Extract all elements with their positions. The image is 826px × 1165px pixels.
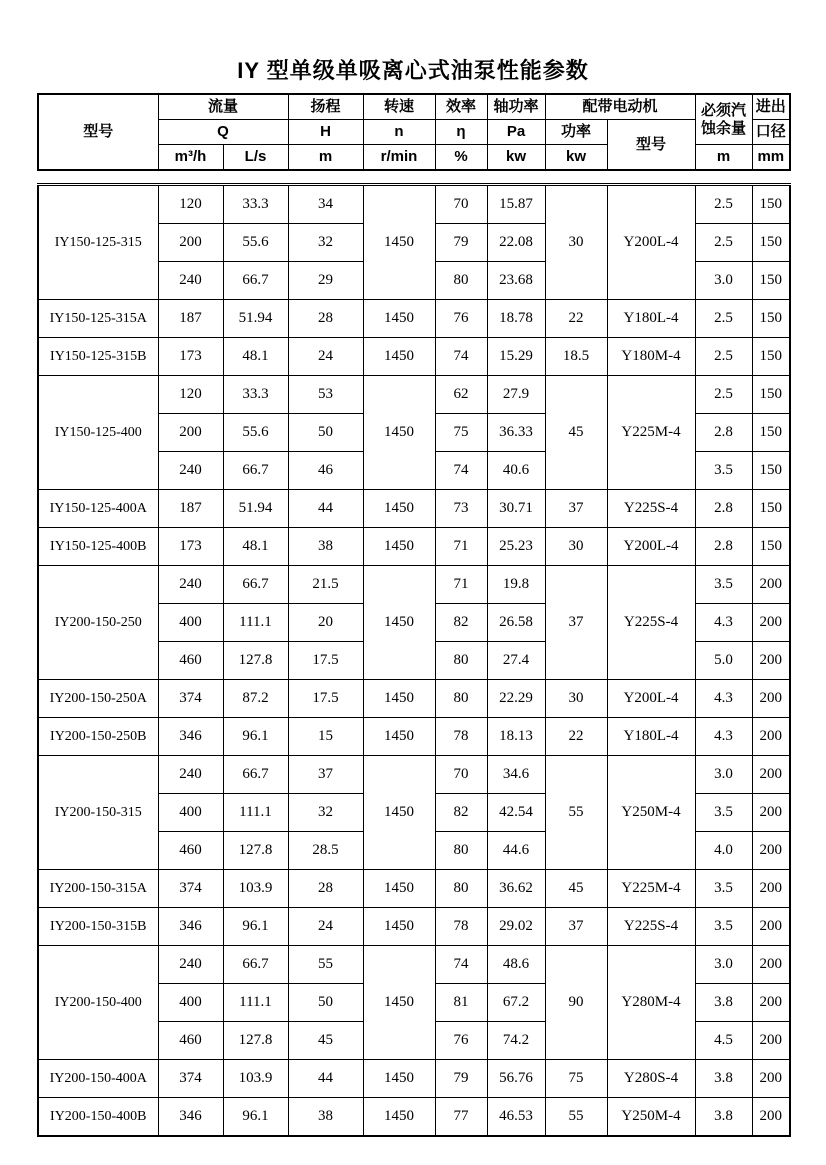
diameter-cell: 150	[752, 414, 790, 452]
header-diameter-unit: mm	[752, 145, 790, 171]
diameter-cell: 200	[752, 718, 790, 756]
efficiency-cell: 70	[435, 185, 487, 224]
efficiency-cell: 78	[435, 908, 487, 946]
motor-power-cell: 18.5	[545, 338, 607, 376]
table-row	[38, 185, 790, 224]
diameter-cell: 200	[752, 794, 790, 832]
head-cell: 46	[288, 452, 363, 490]
flow-m3h-cell: 346	[158, 908, 223, 946]
npsh-cell: 2.5	[695, 376, 752, 414]
shaft-power-cell: 44.6	[487, 832, 545, 870]
flow-m3h-cell: 240	[158, 566, 223, 604]
motor-power-cell: 55	[545, 756, 607, 870]
shaft-power-cell: 34.6	[487, 756, 545, 794]
table-row	[38, 338, 790, 376]
pump-table-header	[37, 93, 791, 171]
npsh-cell: 3.5	[695, 870, 752, 908]
header-npsh-unit: m	[695, 145, 752, 171]
motor-model-cell: Y250M-4	[607, 756, 695, 870]
npsh-cell: 3.8	[695, 1060, 752, 1098]
npsh-cell: 4.0	[695, 832, 752, 870]
table-row	[38, 528, 790, 566]
motor-power-cell: 37	[545, 490, 607, 528]
speed-cell: 1450	[363, 946, 435, 1060]
npsh-cell: 2.5	[695, 224, 752, 262]
motor-model-cell: Y280S-4	[607, 1060, 695, 1098]
diameter-cell: 200	[752, 642, 790, 680]
table-row	[38, 566, 790, 604]
flow-m3h-cell: 400	[158, 984, 223, 1022]
npsh-cell: 5.0	[695, 642, 752, 680]
flow-ls-cell: 51.94	[223, 300, 288, 338]
diameter-cell: 200	[752, 680, 790, 718]
head-cell: 28	[288, 300, 363, 338]
shaft-power-cell: 22.08	[487, 224, 545, 262]
speed-cell: 1450	[363, 1060, 435, 1098]
flow-ls-cell: 48.1	[223, 528, 288, 566]
model-cell: IY200-150-400B	[38, 1098, 158, 1137]
efficiency-cell: 80	[435, 832, 487, 870]
flow-ls-cell: 66.7	[223, 946, 288, 984]
efficiency-cell: 74	[435, 946, 487, 984]
shaft-power-cell: 40.6	[487, 452, 545, 490]
flow-ls-cell: 103.9	[223, 1060, 288, 1098]
head-cell: 32	[288, 224, 363, 262]
pump-table-rows	[38, 185, 790, 1137]
model-cell: IY200-150-400	[38, 946, 158, 1060]
npsh-cell: 2.5	[695, 300, 752, 338]
header-model: 型号	[38, 94, 158, 170]
flow-m3h-cell: 400	[158, 604, 223, 642]
motor-model-cell: Y200L-4	[607, 528, 695, 566]
diameter-cell: 200	[752, 832, 790, 870]
flow-ls-cell: 51.94	[223, 490, 288, 528]
flow-m3h-cell: 374	[158, 1060, 223, 1098]
efficiency-cell: 74	[435, 452, 487, 490]
model-cell: IY150-125-400	[38, 376, 158, 490]
diameter-cell: 200	[752, 1022, 790, 1060]
header-head-unit: m	[288, 145, 363, 171]
flow-m3h-cell: 240	[158, 946, 223, 984]
npsh-cell: 4.3	[695, 604, 752, 642]
header-speed-symbol: n	[363, 120, 435, 145]
head-cell: 17.5	[288, 680, 363, 718]
table-row	[38, 680, 790, 718]
motor-model-cell: Y280M-4	[607, 946, 695, 1060]
speed-cell: 1450	[363, 185, 435, 300]
efficiency-cell: 76	[435, 1022, 487, 1060]
diameter-cell: 150	[752, 224, 790, 262]
npsh-cell: 2.5	[695, 338, 752, 376]
header-npsh	[695, 94, 752, 145]
npsh-cell: 3.0	[695, 946, 752, 984]
flow-ls-cell: 96.1	[223, 1098, 288, 1137]
head-cell: 29	[288, 262, 363, 300]
flow-ls-cell: 55.6	[223, 414, 288, 452]
flow-m3h-cell: 346	[158, 1098, 223, 1137]
header-diameter-line1: 进出	[752, 94, 790, 120]
table-row	[38, 376, 790, 414]
diameter-cell: 200	[752, 1060, 790, 1098]
motor-model-cell: Y200L-4	[607, 680, 695, 718]
shaft-power-cell: 74.2	[487, 1022, 545, 1060]
shaft-power-cell: 36.62	[487, 870, 545, 908]
flow-ls-cell: 103.9	[223, 870, 288, 908]
flow-ls-cell: 127.8	[223, 832, 288, 870]
shaft-power-cell: 15.29	[487, 338, 545, 376]
efficiency-cell: 74	[435, 338, 487, 376]
shaft-power-cell: 36.33	[487, 414, 545, 452]
efficiency-cell: 80	[435, 680, 487, 718]
speed-cell: 1450	[363, 490, 435, 528]
shaft-power-cell: 48.6	[487, 946, 545, 984]
flow-ls-cell: 33.3	[223, 185, 288, 224]
header-flow: 流量	[158, 94, 288, 120]
npsh-cell: 2.8	[695, 528, 752, 566]
efficiency-cell: 71	[435, 566, 487, 604]
motor-power-cell: 22	[545, 718, 607, 756]
flow-m3h-cell: 460	[158, 832, 223, 870]
efficiency-cell: 82	[435, 794, 487, 832]
flow-m3h-cell: 240	[158, 452, 223, 490]
header-motor-power: 功率	[545, 120, 607, 145]
header-flow-unit-ls: L/s	[223, 145, 288, 171]
head-cell: 50	[288, 984, 363, 1022]
head-cell: 24	[288, 338, 363, 376]
head-cell: 55	[288, 946, 363, 984]
flow-ls-cell: 66.7	[223, 452, 288, 490]
motor-power-cell: 37	[545, 566, 607, 680]
flow-m3h-cell: 173	[158, 528, 223, 566]
shaft-power-cell: 18.78	[487, 300, 545, 338]
model-cell: IY200-150-250	[38, 566, 158, 680]
flow-m3h-cell: 200	[158, 224, 223, 262]
flow-m3h-cell: 240	[158, 756, 223, 794]
efficiency-cell: 73	[435, 490, 487, 528]
header-efficiency: 效率	[435, 94, 487, 120]
header-flow-symbol: Q	[158, 120, 288, 145]
header-flow-unit-m3h: m³/h	[158, 145, 223, 171]
head-cell: 28.5	[288, 832, 363, 870]
model-cell: IY200-150-315A	[38, 870, 158, 908]
model-cell: IY150-125-400B	[38, 528, 158, 566]
npsh-cell: 3.8	[695, 1098, 752, 1137]
efficiency-cell: 62	[435, 376, 487, 414]
header-npsh-line1: 必须汽	[701, 102, 747, 120]
motor-model-cell: Y180L-4	[607, 718, 695, 756]
shaft-power-cell: 26.58	[487, 604, 545, 642]
shaft-power-cell: 23.68	[487, 262, 545, 300]
shaft-power-cell: 19.8	[487, 566, 545, 604]
motor-power-cell: 37	[545, 908, 607, 946]
header-head-symbol: H	[288, 120, 363, 145]
flow-m3h-cell: 460	[158, 1022, 223, 1060]
npsh-cell: 4.3	[695, 718, 752, 756]
flow-m3h-cell: 400	[158, 794, 223, 832]
flow-ls-cell: 55.6	[223, 224, 288, 262]
shaft-power-cell: 30.71	[487, 490, 545, 528]
speed-cell: 1450	[363, 528, 435, 566]
motor-power-cell: 30	[545, 528, 607, 566]
diameter-cell: 150	[752, 300, 790, 338]
efficiency-cell: 77	[435, 1098, 487, 1137]
flow-ls-cell: 127.8	[223, 642, 288, 680]
flow-m3h-cell: 200	[158, 414, 223, 452]
motor-model-cell: Y225S-4	[607, 490, 695, 528]
header-efficiency-unit: %	[435, 145, 487, 171]
pump-table-body	[37, 183, 791, 1137]
flow-m3h-cell: 187	[158, 300, 223, 338]
motor-model-cell: Y225S-4	[607, 566, 695, 680]
flow-ls-cell: 87.2	[223, 680, 288, 718]
model-cell: IY200-150-250A	[38, 680, 158, 718]
diameter-cell: 200	[752, 984, 790, 1022]
diameter-cell: 150	[752, 262, 790, 300]
shaft-power-cell: 25.23	[487, 528, 545, 566]
model-cell: IY150-125-315A	[38, 300, 158, 338]
efficiency-cell: 70	[435, 756, 487, 794]
diameter-cell: 150	[752, 185, 790, 224]
header-speed: 转速	[363, 94, 435, 120]
speed-cell: 1450	[363, 1098, 435, 1137]
header-shaft-power: 轴功率	[487, 94, 545, 120]
table-row	[38, 1060, 790, 1098]
speed-cell: 1450	[363, 718, 435, 756]
npsh-cell: 3.5	[695, 452, 752, 490]
motor-power-cell: 30	[545, 185, 607, 300]
header-shaft-power-symbol: Pa	[487, 120, 545, 145]
shaft-power-cell: 22.29	[487, 680, 545, 718]
model-cell: IY200-150-400A	[38, 1060, 158, 1098]
speed-cell: 1450	[363, 870, 435, 908]
flow-m3h-cell: 120	[158, 185, 223, 224]
npsh-cell: 4.3	[695, 680, 752, 718]
flow-ls-cell: 66.7	[223, 262, 288, 300]
motor-model-cell: Y225S-4	[607, 908, 695, 946]
table-row	[38, 300, 790, 338]
flow-ls-cell: 33.3	[223, 376, 288, 414]
page-title: IY 型单级单吸离心式油泵性能参数	[237, 58, 589, 83]
head-cell: 32	[288, 794, 363, 832]
header-head: 扬程	[288, 94, 363, 120]
diameter-cell: 200	[752, 604, 790, 642]
header-motor-power-unit: kw	[545, 145, 607, 171]
diameter-cell: 200	[752, 946, 790, 984]
flow-m3h-cell: 173	[158, 338, 223, 376]
diameter-cell: 200	[752, 870, 790, 908]
diameter-cell: 150	[752, 452, 790, 490]
npsh-cell: 3.5	[695, 908, 752, 946]
flow-m3h-cell: 240	[158, 262, 223, 300]
speed-cell: 1450	[363, 300, 435, 338]
flow-ls-cell: 66.7	[223, 566, 288, 604]
head-cell: 38	[288, 1098, 363, 1137]
speed-cell: 1450	[363, 566, 435, 680]
npsh-cell: 3.5	[695, 566, 752, 604]
efficiency-cell: 79	[435, 1060, 487, 1098]
table-row	[38, 908, 790, 946]
motor-power-cell: 22	[545, 300, 607, 338]
head-cell: 20	[288, 604, 363, 642]
flow-m3h-cell: 374	[158, 680, 223, 718]
speed-cell: 1450	[363, 376, 435, 490]
shaft-power-cell: 67.2	[487, 984, 545, 1022]
motor-model-cell: Y225M-4	[607, 376, 695, 490]
model-cell: IY200-150-315B	[38, 908, 158, 946]
flow-ls-cell: 48.1	[223, 338, 288, 376]
diameter-cell: 200	[752, 908, 790, 946]
efficiency-cell: 78	[435, 718, 487, 756]
diameter-cell: 200	[752, 566, 790, 604]
efficiency-cell: 80	[435, 870, 487, 908]
model-cell: IY150-125-315	[38, 185, 158, 300]
motor-model-cell: Y250M-4	[607, 1098, 695, 1137]
table-row	[38, 490, 790, 528]
flow-ls-cell: 96.1	[223, 908, 288, 946]
flow-ls-cell: 96.1	[223, 718, 288, 756]
flow-ls-cell: 127.8	[223, 1022, 288, 1060]
npsh-cell: 2.8	[695, 414, 752, 452]
efficiency-cell: 76	[435, 300, 487, 338]
shaft-power-cell: 27.9	[487, 376, 545, 414]
diameter-cell: 200	[752, 756, 790, 794]
motor-power-cell: 45	[545, 870, 607, 908]
motor-power-cell: 55	[545, 1098, 607, 1137]
header-motor: 配带电动机	[545, 94, 695, 120]
head-cell: 44	[288, 1060, 363, 1098]
shaft-power-cell: 46.53	[487, 1098, 545, 1137]
head-cell: 34	[288, 185, 363, 224]
npsh-cell: 2.5	[695, 185, 752, 224]
npsh-cell: 2.8	[695, 490, 752, 528]
flow-m3h-cell: 374	[158, 870, 223, 908]
table-row	[38, 756, 790, 794]
flow-m3h-cell: 346	[158, 718, 223, 756]
flow-ls-cell: 111.1	[223, 984, 288, 1022]
flow-m3h-cell: 187	[158, 490, 223, 528]
shaft-power-cell: 56.76	[487, 1060, 545, 1098]
shaft-power-cell: 42.54	[487, 794, 545, 832]
head-cell: 17.5	[288, 642, 363, 680]
head-cell: 44	[288, 490, 363, 528]
motor-model-cell: Y180L-4	[607, 300, 695, 338]
shaft-power-cell: 18.13	[487, 718, 545, 756]
npsh-cell: 3.0	[695, 262, 752, 300]
header-efficiency-symbol: η	[435, 120, 487, 145]
diameter-cell: 200	[752, 1098, 790, 1137]
head-cell: 15	[288, 718, 363, 756]
head-cell: 37	[288, 756, 363, 794]
header-npsh-line2: 蚀余量	[701, 119, 747, 137]
diameter-cell: 150	[752, 338, 790, 376]
efficiency-cell: 80	[435, 262, 487, 300]
model-cell: IY200-150-250B	[38, 718, 158, 756]
head-cell: 21.5	[288, 566, 363, 604]
shaft-power-cell: 29.02	[487, 908, 545, 946]
npsh-cell: 3.0	[695, 756, 752, 794]
motor-model-cell: Y180M-4	[607, 338, 695, 376]
efficiency-cell: 71	[435, 528, 487, 566]
motor-power-cell: 45	[545, 376, 607, 490]
efficiency-cell: 80	[435, 642, 487, 680]
flow-ls-cell: 66.7	[223, 756, 288, 794]
model-cell: IY200-150-315	[38, 756, 158, 870]
model-cell: IY150-125-400A	[38, 490, 158, 528]
head-cell: 53	[288, 376, 363, 414]
head-cell: 28	[288, 870, 363, 908]
header-shaft-power-unit: kw	[487, 145, 545, 171]
efficiency-cell: 75	[435, 414, 487, 452]
efficiency-cell: 79	[435, 224, 487, 262]
speed-cell: 1450	[363, 680, 435, 718]
head-cell: 45	[288, 1022, 363, 1060]
head-cell: 38	[288, 528, 363, 566]
motor-power-cell: 90	[545, 946, 607, 1060]
flow-ls-cell: 111.1	[223, 794, 288, 832]
diameter-cell: 150	[752, 490, 790, 528]
shaft-power-cell: 27.4	[487, 642, 545, 680]
head-cell: 50	[288, 414, 363, 452]
motor-model-cell: Y200L-4	[607, 185, 695, 300]
flow-m3h-cell: 460	[158, 642, 223, 680]
efficiency-cell: 81	[435, 984, 487, 1022]
diameter-cell: 150	[752, 528, 790, 566]
npsh-cell: 4.5	[695, 1022, 752, 1060]
model-cell: IY150-125-315B	[38, 338, 158, 376]
motor-model-cell: Y225M-4	[607, 870, 695, 908]
header-motor-model: 型号	[607, 120, 695, 171]
table-row	[38, 946, 790, 984]
table-row	[38, 718, 790, 756]
header-diameter-line2: 口径	[752, 120, 790, 145]
header-speed-unit: r/min	[363, 145, 435, 171]
table-row	[38, 1098, 790, 1137]
npsh-cell: 3.8	[695, 984, 752, 1022]
speed-cell: 1450	[363, 338, 435, 376]
head-cell: 24	[288, 908, 363, 946]
motor-power-cell: 30	[545, 680, 607, 718]
table-row	[38, 870, 790, 908]
flow-m3h-cell: 120	[158, 376, 223, 414]
header-row-1	[38, 94, 790, 120]
speed-cell: 1450	[363, 756, 435, 870]
npsh-cell: 3.5	[695, 794, 752, 832]
motor-power-cell: 75	[545, 1060, 607, 1098]
shaft-power-cell: 15.87	[487, 185, 545, 224]
efficiency-cell: 82	[435, 604, 487, 642]
speed-cell: 1450	[363, 908, 435, 946]
flow-ls-cell: 111.1	[223, 604, 288, 642]
diameter-cell: 150	[752, 376, 790, 414]
